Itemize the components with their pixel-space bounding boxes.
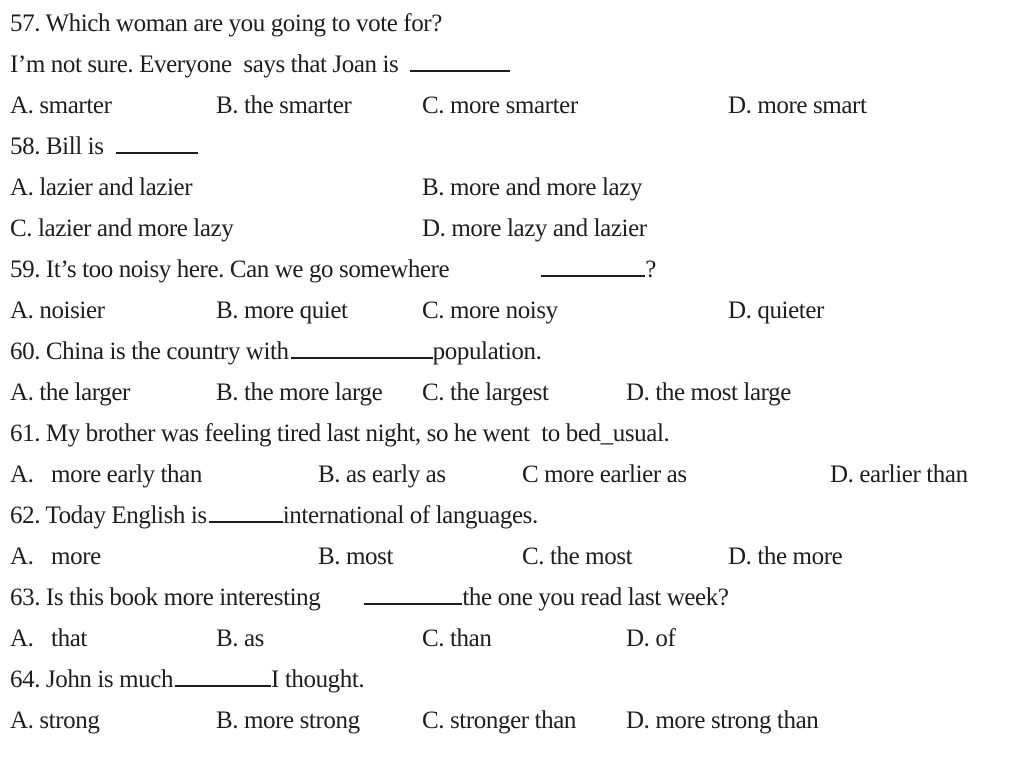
stem-text: 62. Today English is	[10, 502, 207, 529]
question-57-option-a: A. smarter	[10, 92, 112, 119]
question-60-option-b: B. the more large	[216, 379, 383, 406]
stem-text: 59. It’s too noisy here. Can we go somewhere	[10, 256, 450, 283]
question-61-option-b: B. as early as	[318, 461, 446, 488]
question-62-option-c: C. the most	[522, 543, 633, 570]
question-63-stem	[10, 583, 729, 613]
stem-text: 58. Bill is	[10, 133, 104, 160]
question-60-option-c: C. the largest	[422, 379, 549, 406]
question-60-stem	[10, 337, 541, 367]
question-59-option-a: A. noisier	[10, 297, 105, 324]
question-63-option-b: B. as	[216, 625, 265, 652]
question-64-option-a: A. strong	[10, 707, 100, 734]
question-64-option-d: D. more strong than	[626, 707, 819, 734]
question-58-option-d: D. more lazy and lazier	[422, 215, 647, 242]
stem-text: I’m not sure. Everyone says that Joan is	[10, 51, 399, 78]
question-59-stem	[10, 255, 656, 285]
stem-text-after: population.	[432, 338, 542, 365]
question-59-option-c: C. more noisy	[422, 297, 558, 324]
question-57-stem: 57. Which woman are you going to vote for?	[10, 10, 442, 37]
question-64-option-c: C. stronger than	[422, 707, 576, 734]
question-63-option-d: D. of	[626, 625, 676, 652]
question-60-option-d: D. the most large	[626, 379, 791, 406]
stem-text-after: ?	[645, 256, 656, 283]
question-58-stem	[10, 132, 198, 162]
question-61-option-d: D. earlier than	[830, 461, 968, 488]
question-64-option-b: B. more strong	[216, 707, 360, 734]
question-58-option-a: A. lazier and lazier	[10, 174, 193, 201]
question-57-stem-line-2	[10, 50, 510, 80]
question-61-option-c: C more earlier as	[522, 461, 687, 488]
stem-text: 64. John is much	[10, 666, 174, 693]
answer-blank	[175, 665, 271, 687]
question-58-option-c: C. lazier and more lazy	[10, 215, 234, 242]
stem-text: 60. China is the country with	[10, 338, 289, 365]
answer-blank	[209, 501, 283, 523]
question-57-option-c: C. more smarter	[422, 92, 578, 119]
question-60-option-a: A. the larger	[10, 379, 130, 406]
question-61-option-a: A. more early than	[10, 461, 202, 488]
answer-blank	[364, 583, 462, 605]
question-63-option-c: C. than	[422, 625, 492, 652]
question-62-option-d: D. the more	[728, 543, 843, 570]
question-57-option-b: B. the smarter	[216, 92, 352, 119]
stem-text-after: I thought.	[271, 666, 365, 693]
question-61-stem: 61. My brother was feeling tired last night, so he went to bed_usual.	[10, 420, 670, 447]
answer-blank	[291, 337, 433, 359]
question-62-stem	[10, 501, 538, 531]
question-59-option-d: D. quieter	[728, 297, 824, 324]
answer-blank	[116, 132, 198, 154]
question-62-option-a: A. more	[10, 543, 101, 570]
stem-text: 63. Is this book more interesting	[10, 584, 321, 611]
stem-text-after: international of languages.	[282, 502, 538, 529]
question-58-option-b: B. more and more lazy	[422, 174, 642, 201]
question-63-option-a: A. that	[10, 625, 87, 652]
question-62-option-b: B. most	[318, 543, 393, 570]
question-64-stem	[10, 665, 364, 695]
question-59-option-b: B. more quiet	[216, 297, 348, 324]
answer-blank	[541, 255, 645, 277]
question-57-option-d: D. more smart	[728, 92, 867, 119]
answer-blank	[410, 50, 510, 72]
stem-text-after: the one you read last week?	[462, 584, 729, 611]
